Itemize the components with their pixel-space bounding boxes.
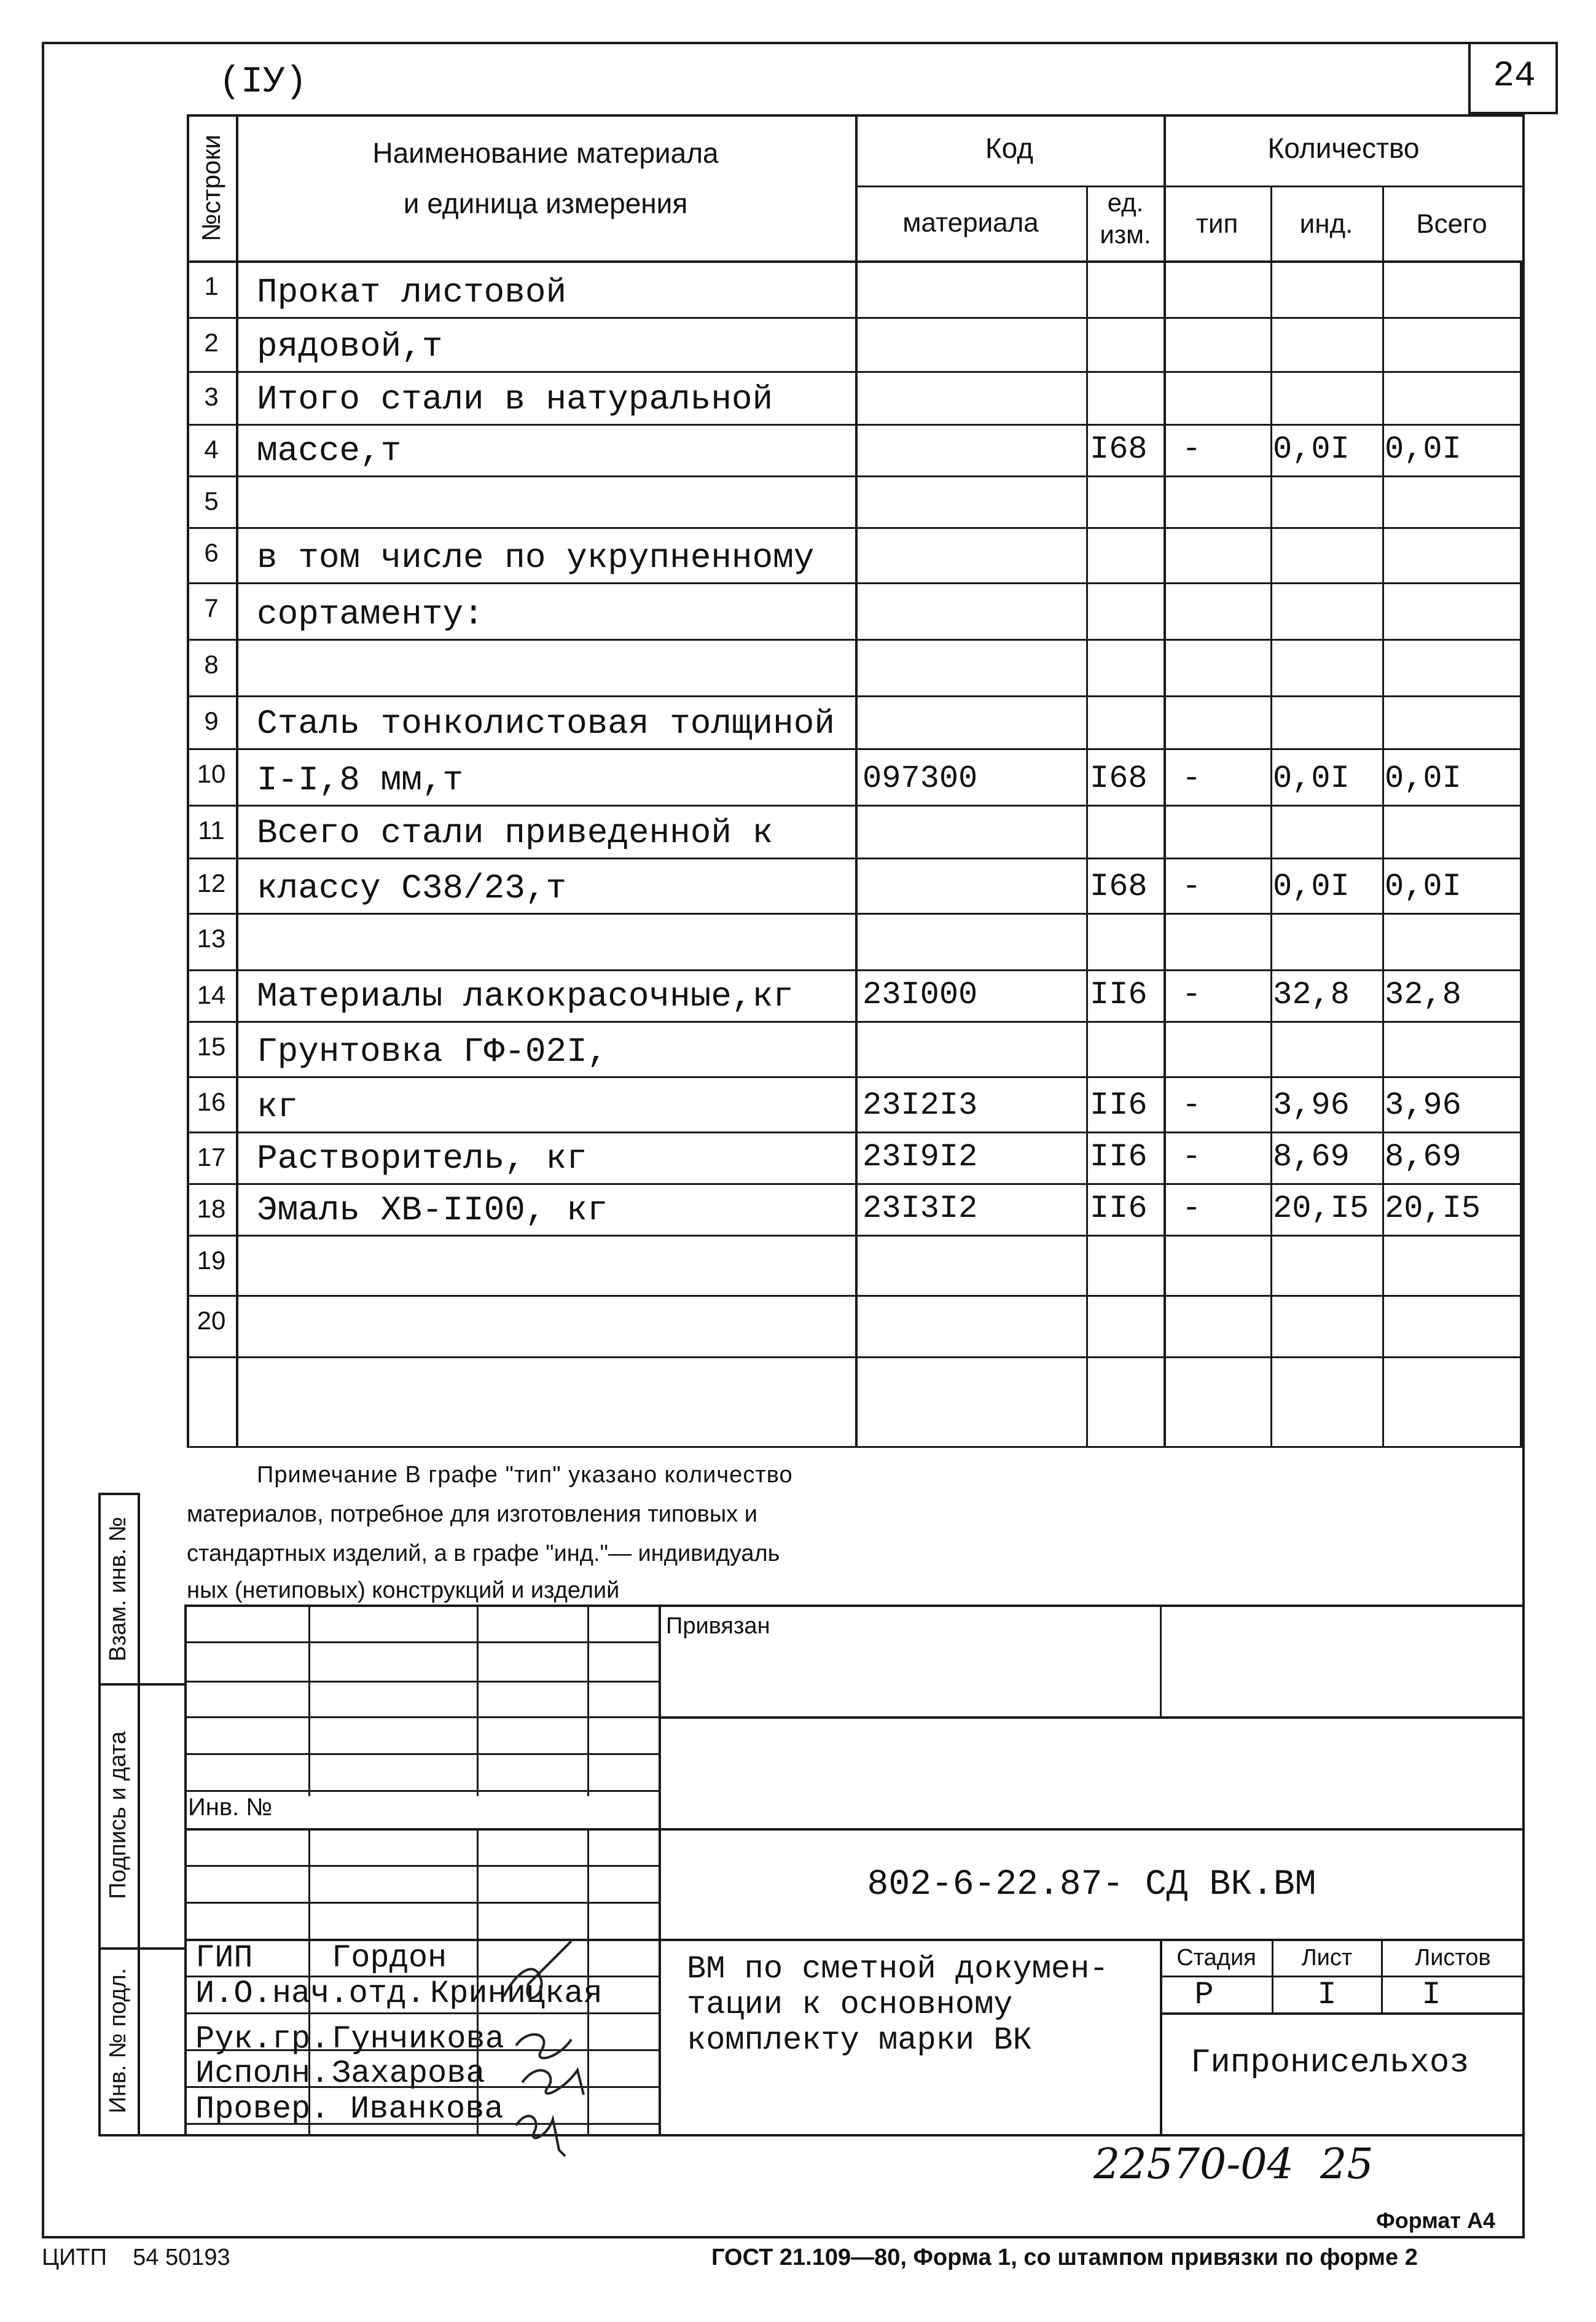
row-name-cell: Прокат листовой xyxy=(257,273,567,312)
row-ind-cell: 20,I5 xyxy=(1273,1190,1369,1227)
header-code-unit-1: ед. xyxy=(1107,188,1144,217)
row-unit-cell: I68 xyxy=(1090,431,1148,467)
row-number: 17 xyxy=(197,1143,226,1171)
stage-value: Р xyxy=(1194,1977,1214,2013)
row-code-cell: 23I2I3 xyxy=(863,1087,978,1124)
row-divider xyxy=(187,1021,1522,1023)
stamp-bottom-line xyxy=(184,2134,1525,2136)
row-divider xyxy=(187,582,1522,584)
row-total-cell: 0,0I xyxy=(1385,760,1461,797)
row-divider xyxy=(187,969,1522,971)
row-divider xyxy=(187,1183,1522,1185)
stamp-grid-h7 xyxy=(184,1865,661,1867)
stamp-grid-h4 xyxy=(184,1753,661,1755)
row-number: 9 xyxy=(204,706,219,735)
row-code-cell: 097300 xyxy=(863,760,978,797)
side-label-vzam-inv: Взам. инв. № xyxy=(105,1517,131,1662)
row-total-cell: 20,I5 xyxy=(1385,1190,1481,1227)
note-line4: ных (нетиповых) конструкций и изделий xyxy=(187,1577,620,1603)
row-number: 15 xyxy=(197,1032,226,1061)
footer-left-code: ЦИТП 54 50193 xyxy=(42,2245,230,2270)
row-name-cell: Итого стали в натуральной xyxy=(257,380,773,419)
row-number: 8 xyxy=(204,650,219,679)
person-gip-role: ГИП xyxy=(195,1940,253,1976)
row-type-cell: - xyxy=(1182,431,1202,467)
row-total-cell: 0,0I xyxy=(1385,431,1461,467)
row-number: 4 xyxy=(204,435,219,464)
row-divider xyxy=(187,1446,1525,1448)
row-divider xyxy=(187,858,1522,859)
col-name-right xyxy=(855,114,858,1446)
person-rukgr-name: Гунчикова xyxy=(332,2021,504,2057)
stamp-grid-h5 xyxy=(184,1790,661,1792)
person-gip-name: Гордон xyxy=(332,1940,447,1976)
row-ind-cell: 3,96 xyxy=(1273,1087,1350,1124)
header-quantity: Количество xyxy=(1267,132,1420,164)
stamp-grid-h1 xyxy=(184,1641,661,1643)
doc-title-line1: ВМ по сметной докумен- xyxy=(687,1951,1109,1987)
row-name-cell: Всего стали приведенной к xyxy=(257,813,773,853)
row-code-cell: 23I3I2 xyxy=(863,1190,978,1227)
row-code-cell: 23I000 xyxy=(863,977,978,1013)
row-divider xyxy=(187,913,1522,915)
row-number: 20 xyxy=(197,1306,226,1335)
row-unit-cell: II6 xyxy=(1090,1139,1148,1175)
header-code-unit-2: изм. xyxy=(1100,220,1151,249)
header-name-line1: Наименование материала xyxy=(372,137,719,169)
row-name-cell: в том числе по укрупненному xyxy=(257,538,815,577)
side-strip-left xyxy=(98,1494,101,2136)
row-type-cell: - xyxy=(1182,869,1202,905)
row-divider xyxy=(187,317,1522,319)
row-type-cell: - xyxy=(1182,760,1202,797)
row-number: 11 xyxy=(198,816,225,845)
frame-bottom-border xyxy=(42,2236,1525,2238)
stage-label: Стадия xyxy=(1176,1945,1256,1971)
row-number: 18 xyxy=(197,1194,226,1223)
row-name-cell: I-I,8 мм,т xyxy=(257,760,464,800)
row-name-cell: массе,т xyxy=(257,431,402,471)
note-line1: Примечание В графе "тип" указано количество xyxy=(257,1462,793,1488)
side-strip-top xyxy=(98,1493,140,1495)
footer-gost: ГОСТ 21.109—80, Форма 1, со штампом привязки по форме 2 xyxy=(711,2245,1418,2270)
page-number: 24 xyxy=(1493,57,1536,96)
person-rukgr-role: Рук.гр. xyxy=(195,2021,330,2057)
doc-title-line2: тации к основному xyxy=(687,1987,1013,2023)
row-divider xyxy=(187,805,1522,807)
sheets-value: I xyxy=(1422,1977,1441,2013)
row-divider xyxy=(187,1356,1522,1358)
stamp-grid-h2 xyxy=(184,1681,661,1683)
row-divider xyxy=(187,424,1522,426)
row-number: 1 xyxy=(204,272,219,300)
person-ispoln-name: Захарова xyxy=(332,2055,485,2092)
row-type-cell: - xyxy=(1182,1139,1202,1175)
row-ind-cell: 32,8 xyxy=(1273,977,1350,1013)
row-ind-cell: 0,0I xyxy=(1273,431,1350,467)
frame-left-border xyxy=(42,42,44,2238)
doc-title-line3: комплекту марки ВК xyxy=(687,2022,1032,2058)
row-total-cell: 3,96 xyxy=(1385,1087,1461,1124)
designation-code: 802-6-22.87- СД ВК.ВМ xyxy=(867,1865,1316,1905)
format-label: Формат А4 xyxy=(1376,2208,1496,2233)
row-name-cell: Растворитель, кг xyxy=(257,1139,587,1178)
side-label-podpis-data: Подпись и дата xyxy=(105,1731,131,1899)
side-strip-mid xyxy=(138,1494,140,2136)
signature-scribbles xyxy=(479,1904,651,2162)
row-total-cell: 32,8 xyxy=(1385,977,1461,1013)
row-number: 14 xyxy=(197,980,226,1009)
stamp-grid-h3 xyxy=(184,1716,661,1718)
row-type-cell: - xyxy=(1182,1087,1202,1124)
row-divider xyxy=(187,527,1522,529)
person-ispoln-role: Исполн. xyxy=(195,2055,330,2092)
row-number: 3 xyxy=(204,382,219,411)
row-unit-cell: I68 xyxy=(1090,760,1148,797)
row-number: 16 xyxy=(197,1087,226,1116)
row-type-cell: - xyxy=(1182,977,1202,1013)
privyazan-bottom xyxy=(659,1716,1525,1719)
row-divider xyxy=(187,695,1522,697)
row-name-cell: Грунтовка ГФ-02I, xyxy=(257,1032,608,1071)
row-divider xyxy=(187,475,1522,477)
row-code-cell: 23I9I2 xyxy=(863,1139,978,1175)
row-number: 2 xyxy=(204,328,219,357)
note-line2: материалов, потребное для изготовления типовых и xyxy=(187,1501,757,1527)
note-line3: стандартных изделий, а в графе "инд."— индивидуаль xyxy=(187,1541,780,1566)
stamp-left-line xyxy=(184,1605,187,2136)
sheet-label: Лист xyxy=(1301,1945,1353,1971)
section-label: (IУ) xyxy=(219,61,308,103)
row-ind-cell: 8,69 xyxy=(1273,1139,1350,1175)
header-qty-ind: инд. xyxy=(1299,209,1353,239)
row-unit-cell: II6 xyxy=(1090,1190,1148,1227)
row-type-cell: - xyxy=(1182,1190,1202,1227)
privyazan-divider xyxy=(1160,1605,1162,1718)
row-number: 10 xyxy=(197,759,226,788)
row-divider xyxy=(187,748,1522,750)
row-ind-cell: 0,0I xyxy=(1273,869,1350,905)
header-qty-type: тип xyxy=(1195,209,1238,239)
row-number: 6 xyxy=(204,538,219,567)
stamp-col-v1 xyxy=(308,1605,310,1796)
row-name-cell: классу С38/23,т xyxy=(257,869,567,908)
row-divider xyxy=(187,1076,1522,1078)
person-prover-role: Провер. xyxy=(195,2091,330,2127)
frame-right-border xyxy=(1522,113,1525,2238)
row-number: 19 xyxy=(197,1246,226,1275)
row-unit-cell: II6 xyxy=(1090,1087,1148,1124)
row-ind-cell: 0,0I xyxy=(1273,760,1350,797)
row-name-cell: Материалы лакокрасочные,кг xyxy=(257,977,794,1016)
row-divider xyxy=(187,371,1522,373)
row-unit-cell: I68 xyxy=(1090,869,1148,905)
col-rowno-right xyxy=(236,114,238,1446)
row-divider xyxy=(187,1132,1522,1133)
stamp-grid-h6 xyxy=(184,1828,1525,1831)
row-total-cell: 0,0I xyxy=(1385,869,1461,905)
row-number: 12 xyxy=(197,869,226,897)
row-divider xyxy=(187,639,1522,641)
header-code-material: материала xyxy=(902,208,1039,238)
stamp-top-line xyxy=(184,1605,1525,1607)
header-row-number: №строки xyxy=(197,135,225,241)
page-number-box-left xyxy=(1468,42,1471,114)
row-name-cell: Сталь тонколистовая толщиной xyxy=(257,704,835,743)
stamp-grid-h8 xyxy=(184,1902,661,1904)
row-unit-cell: II6 xyxy=(1090,977,1148,1013)
side-strip-bottom xyxy=(98,2134,187,2136)
organization-name: Гипронисельхоз xyxy=(1191,2044,1469,2082)
handwritten-number: 22570-04 25 xyxy=(1093,2140,1374,2189)
row-total-cell: 8,69 xyxy=(1385,1139,1461,1175)
header-code: Код xyxy=(985,132,1034,164)
stamp-col-v2 xyxy=(477,1605,479,1796)
page-number-box-right xyxy=(1555,42,1558,114)
col-type-right xyxy=(1270,186,1272,1446)
col-code-right xyxy=(1086,186,1088,1446)
privyazan-label: Привязан xyxy=(666,1613,770,1639)
table-right-thick xyxy=(1520,260,1522,1446)
row-number: 7 xyxy=(204,593,219,622)
row-divider xyxy=(187,1295,1522,1297)
sheets-label: Листов xyxy=(1415,1945,1491,1971)
frame-top-border xyxy=(42,42,1558,44)
header-name-line2: и единица измерения xyxy=(403,187,688,219)
inv-no-label: Инв. № xyxy=(188,1794,273,1821)
side-label-inv-podl: Инв. № подл. xyxy=(105,1968,131,2114)
sheet-value: I xyxy=(1317,1977,1337,2013)
col-ind-right xyxy=(1382,186,1384,1446)
row-divider xyxy=(187,1235,1522,1237)
row-number: 13 xyxy=(197,924,226,953)
row-number: 5 xyxy=(204,487,219,515)
col-unit-right xyxy=(1164,114,1166,1446)
designation-bottom xyxy=(659,1939,1525,1941)
person-nach-name: Криницкая xyxy=(430,1976,603,2012)
row-name-cell: кг xyxy=(257,1087,299,1127)
person-nach-role: И.О.нач.отд. xyxy=(195,1976,426,2012)
header-qty-total: Всего xyxy=(1416,209,1487,239)
row-name-cell: рядовой,т xyxy=(257,327,443,366)
header-sub-line xyxy=(855,186,1524,187)
person-prover-name: Иванкова xyxy=(350,2091,504,2127)
side-strip-line1 xyxy=(98,1683,187,1686)
row-name-cell: Эмаль ХВ-II00, кг xyxy=(257,1190,608,1230)
stamp-col-v3 xyxy=(587,1605,589,1796)
row-name-cell: сортаменту: xyxy=(257,595,484,634)
